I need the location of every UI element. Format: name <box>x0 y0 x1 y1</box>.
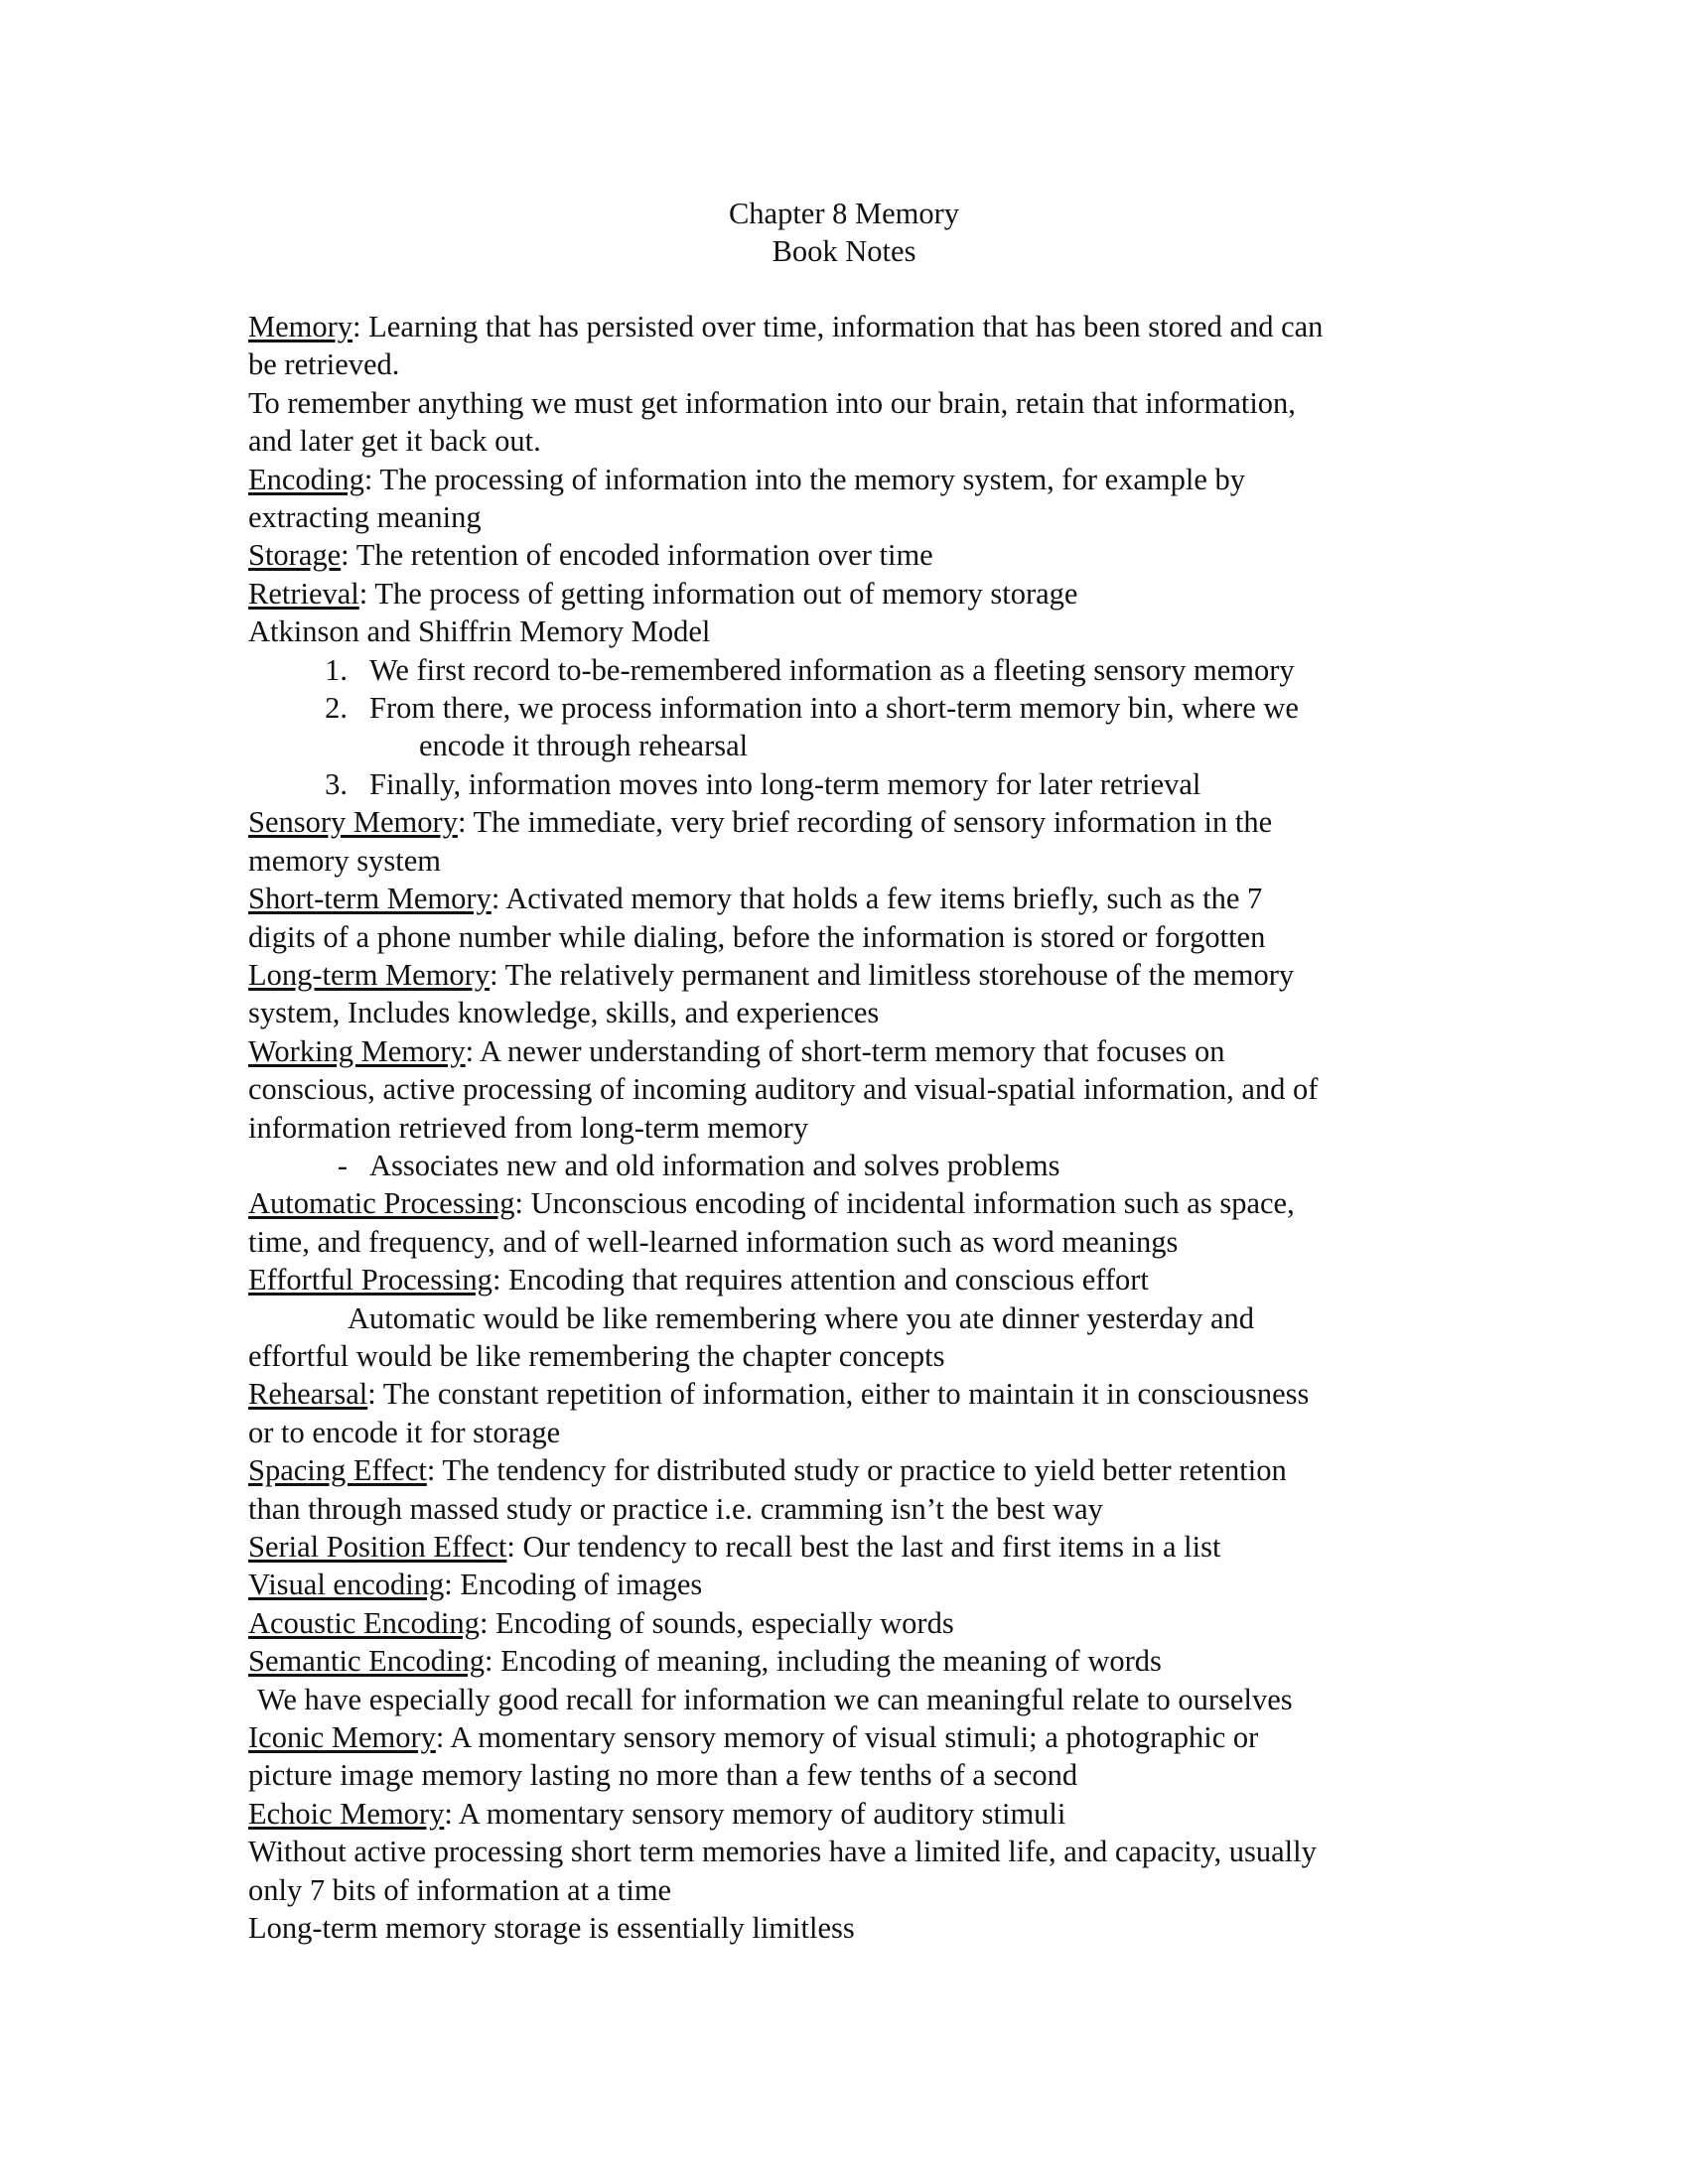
step-text: We first record to-be-remembered information as a fleeting sensory memory <box>369 652 1295 687</box>
entry-encoding-line2: extracting meaning <box>248 500 482 535</box>
term-retrieval: Retrieval <box>248 576 359 611</box>
definition-spacing-effect: : The tendency for distributed study or practice to yield better retention <box>426 1453 1287 1488</box>
definition-serial-position-effect: : Our tendency to recall best the last and first items in a list <box>506 1530 1221 1564</box>
definition-short-term-memory: : Activated memory that holds a few items briefly, such as the 7 <box>491 882 1263 916</box>
term-memory: Memory <box>248 310 353 343</box>
definition-long-term-memory: : The relatively permanent and limitless storehouse of the memory <box>490 957 1295 992</box>
remember-line2: and later get it back out. <box>248 424 541 459</box>
definition-iconic-memory: : A momentary sensory memory of visual stimuli; a photographic or <box>435 1720 1259 1755</box>
step-text-cont: encode it through rehearsal <box>419 729 749 763</box>
definition-memory: : Learning that has persisted over time, information that has been stored and can <box>352 310 1324 343</box>
entry-sensory-line2: memory system <box>248 843 441 878</box>
definition-automatic-processing: : Unconscious encoding of incidental information such as space, <box>514 1186 1295 1221</box>
entry-rehearsal-line2: or to encode it for storage <box>248 1415 561 1449</box>
entry-effortful-line1 <box>248 1261 1479 1298</box>
term-encoding: Encoding <box>248 462 364 496</box>
entry-encoding-line1 <box>248 461 1479 498</box>
definition-working-memory: : A newer understanding of short-term memory that focuses on <box>465 1033 1225 1068</box>
term-long-term-memory: Long-term Memory <box>248 957 491 992</box>
without-line1: Without active processing short term memories have a limited life, and capacity, usually <box>248 1835 1317 1869</box>
entry-working-line1 <box>248 1032 1479 1070</box>
entry-storage <box>248 536 1479 574</box>
step-text: From there, we process information into a short-term memory bin, where we <box>369 691 1299 726</box>
entry-working-line2: conscious, active processing of incoming auditory and visual-spatial information, and of <box>248 1072 1319 1107</box>
entry-long-term-line2: system, Includes knowledge, skills, and experiences <box>248 996 880 1030</box>
definition-rehearsal: : The constant repetition of information, either to maintain it in consciousness <box>367 1377 1310 1412</box>
entry-iconic-line2: picture image memory lasting no more than a few tenths of a second <box>248 1758 1078 1793</box>
term-serial-position-effect: Serial Position Effect <box>248 1530 507 1564</box>
entry-automatic-line1 <box>248 1184 1479 1222</box>
definition-encoding: : The processing of information into the memory system, for example by <box>363 462 1246 496</box>
entry-visual <box>248 1566 1479 1603</box>
model-heading: Atkinson and Shiffrin Memory Model <box>248 614 711 649</box>
entry-spacing-line2: than through massed study or practice i.e. cramming isn’t the best way <box>248 1491 1103 1526</box>
definition-visual-encoding: : Encoding of images <box>444 1568 703 1602</box>
entry-retrieval <box>248 575 1479 613</box>
model-step-3 <box>248 765 1479 803</box>
term-short-term-memory: Short-term Memory <box>248 882 492 916</box>
step-text: Finally, information moves into long-term memory for later retrieval <box>369 766 1201 801</box>
term-storage: Storage <box>248 538 342 573</box>
term-semantic-encoding: Semantic Encoding <box>248 1644 486 1679</box>
dash-bullet: - <box>337 1148 348 1182</box>
entry-iconic-line1 <box>248 1718 1479 1756</box>
chapter-subtitle: Book Notes <box>772 234 916 268</box>
model-step-1 <box>248 651 1479 689</box>
step-number: 1. <box>325 652 348 687</box>
term-iconic-memory: Iconic Memory <box>248 1720 436 1755</box>
term-echoic-memory: Echoic Memory <box>248 1796 445 1831</box>
definition-storage: : The retention of encoded information over time <box>341 538 933 573</box>
term-effortful-processing: Effortful Processing <box>248 1263 492 1297</box>
term-automatic-processing: Automatic Processing <box>248 1186 515 1221</box>
entry-semantic <box>248 1642 1479 1680</box>
entry-long-term-line1 <box>248 956 1479 994</box>
definition-semantic-encoding: : Encoding of meaning, including the meaning of words <box>485 1644 1162 1679</box>
entry-working-line3: information retrieved from long-term memory <box>248 1110 809 1145</box>
entry-memory-line2: be retrieved. <box>248 347 400 382</box>
step-number: 3. <box>325 766 348 801</box>
entry-memory-line1 <box>248 308 1479 345</box>
entry-automatic-line2: time, and frequency, and of well-learned information such as word meanings <box>248 1224 1179 1259</box>
remember-line1: To remember anything we must get information into our brain, retain that information, <box>248 385 1296 420</box>
term-visual-encoding: Visual encoding <box>248 1568 445 1602</box>
chapter-title: Chapter 8 Memory <box>728 197 960 230</box>
bullet-text: Associates new and old information and solves problems <box>369 1148 1060 1182</box>
entry-echoic <box>248 1795 1479 1833</box>
title-block <box>0 195 1688 270</box>
working-bullet-line <box>248 1147 1479 1184</box>
model-step-2-cont <box>248 727 1479 764</box>
model-step-2 <box>248 689 1479 727</box>
entry-short-term-line1 <box>248 880 1479 917</box>
notes-body <box>248 308 1479 1947</box>
term-acoustic-encoding: Acoustic Encoding <box>248 1605 480 1640</box>
step-number: 2. <box>325 691 348 726</box>
definition-acoustic-encoding: : Encoding of sounds, especially words <box>479 1605 954 1640</box>
entry-spacing-line1 <box>248 1451 1479 1489</box>
term-rehearsal: Rehearsal <box>248 1377 368 1412</box>
entry-acoustic <box>248 1604 1479 1642</box>
effortful-note-line2: effortful would be like remembering the chapter concepts <box>248 1338 945 1373</box>
definition-sensory-memory: : The immediate, very brief recording of sensory information in the <box>457 805 1273 840</box>
without-line2: only 7 bits of information at a time <box>248 1872 672 1907</box>
definition-echoic-memory: : A momentary sensory memory of auditory stimuli <box>444 1796 1066 1831</box>
semantic-note: We have especially good recall for information we can meaningful relate to ourselves <box>257 1682 1293 1716</box>
entry-sensory-line1 <box>248 803 1479 841</box>
entry-serial <box>248 1528 1479 1566</box>
effortful-note-line1: Automatic would be like remembering where you ate dinner yesterday and <box>348 1300 1254 1335</box>
term-working-memory: Working Memory <box>248 1033 466 1068</box>
entry-short-term-line2: digits of a phone number while dialing, before the information is stored or forgotten <box>248 919 1266 954</box>
limitless-line: Long-term memory storage is essentially limitless <box>248 1911 855 1946</box>
term-spacing-effect: Spacing Effect <box>248 1453 427 1488</box>
definition-retrieval: : The process of getting information out of memory storage <box>358 576 1078 611</box>
term-sensory-memory: Sensory Memory <box>248 805 458 840</box>
entry-rehearsal-line1 <box>248 1375 1479 1413</box>
definition-effortful-processing: : Encoding that requires attention and conscious effort <box>492 1263 1149 1297</box>
